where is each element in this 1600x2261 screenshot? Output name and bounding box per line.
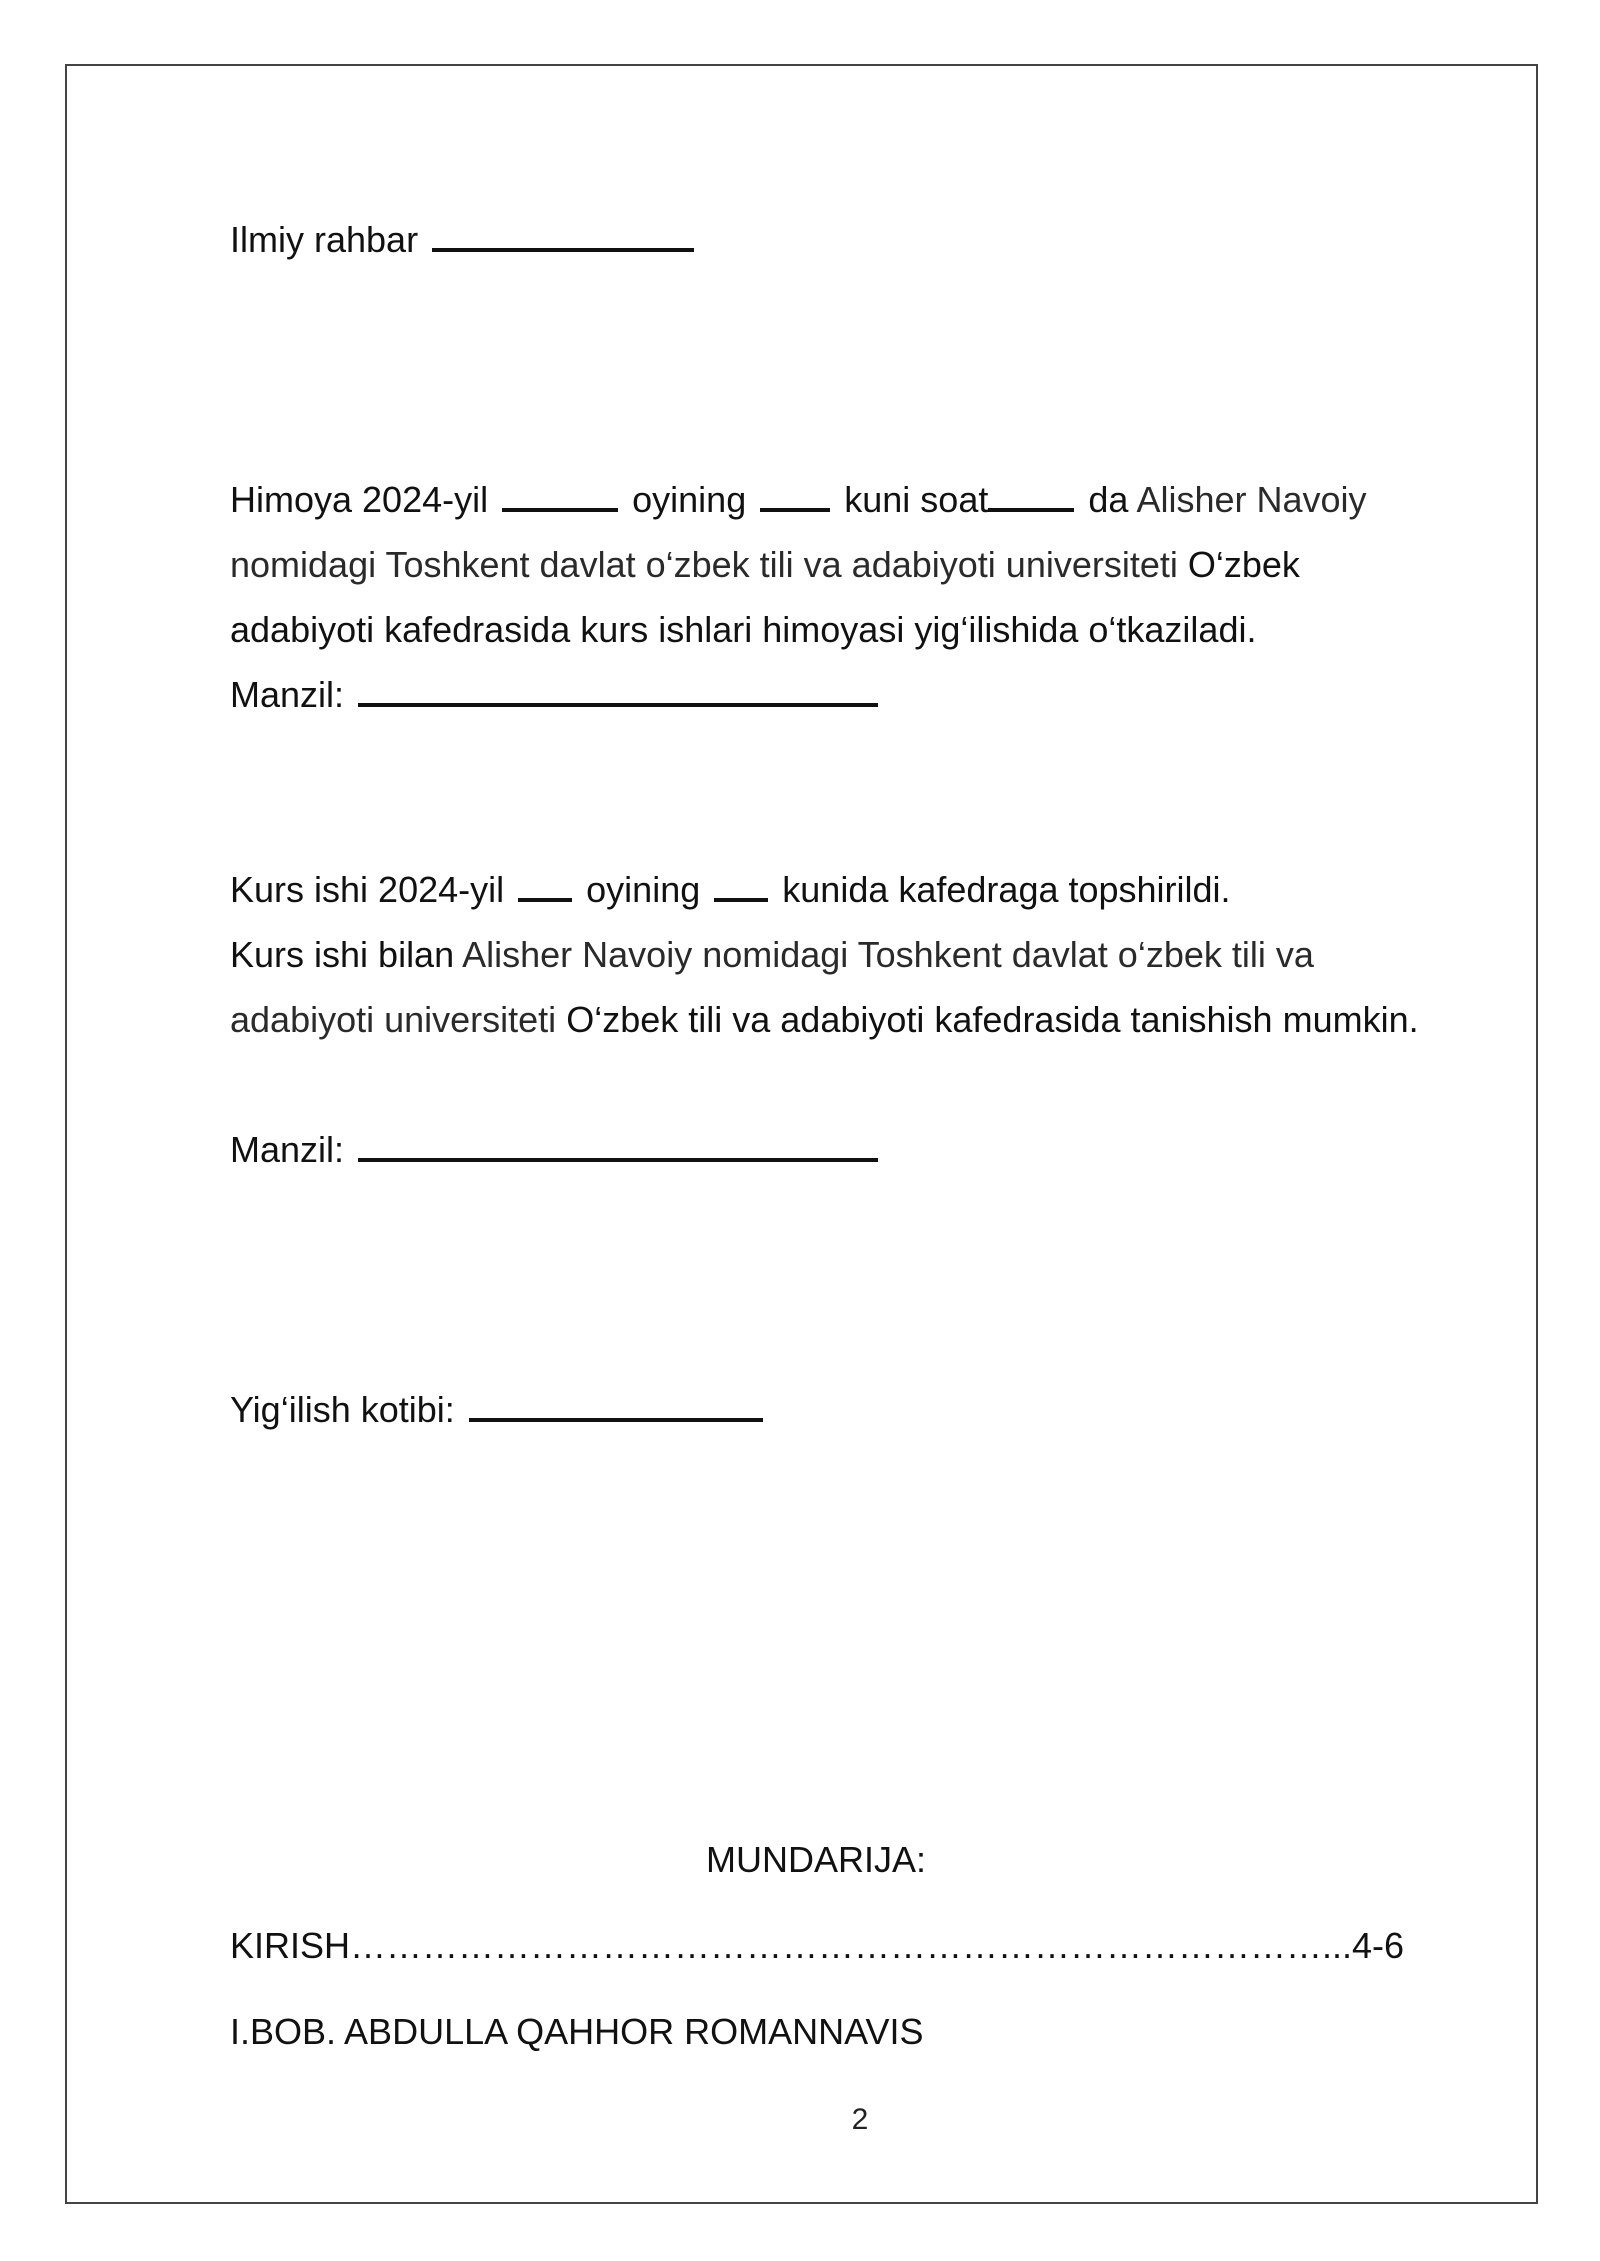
kurs-topshirildi: kunida kafedraga topshirildi. (782, 869, 1231, 910)
himoya-university-start: Alisher Navoiy (1136, 479, 1367, 520)
himoya-kafedra-start: O‘zbek (1187, 544, 1300, 585)
himoya-manzil-line (230, 671, 882, 719)
himoya-university-name: nomidagi Toshkent davlat o‘zbek tili va adabiyoti universiteti (230, 544, 1178, 585)
himoya-kafedra-text: adabiyoti kafedrasida kurs ishlari himoyasi yig‘ilishida o‘tkaziladi. (230, 609, 1257, 650)
himoya-date-label: Himoya 2024-yil (230, 479, 489, 520)
kurs-bilan: Kurs ishi bilan (230, 934, 455, 975)
kurs-kafedra-text: O‘zbek tili va adabiyoti kafedrasida tanishish mumkin. (566, 999, 1419, 1040)
himoya-line-2 (230, 541, 1300, 589)
kurs-oyining: oyining (586, 869, 701, 910)
himoya-manzil-label: Manzil: (230, 674, 345, 715)
himoya-manzil-blank (358, 673, 878, 707)
himoya-line-1 (230, 476, 1367, 524)
page-number: 2 (851, 2103, 869, 2136)
himoya-time-blank (988, 478, 1074, 512)
himoya-line-3 (230, 606, 1256, 654)
toc-item: I.BOB. ABDULLA QAHHOR ROMANNAVIS (230, 2011, 924, 2052)
kurs-manzil-blank (358, 1128, 878, 1162)
kurs-manzil-label: Manzil: (230, 1129, 345, 1170)
kotib-line (230, 1386, 767, 1434)
kurs-day-blank (714, 868, 768, 902)
kurs-university-name: Alisher Navoiy nomidagi Toshkent davlat o‘zbek tili va (462, 934, 1314, 975)
himoya-kuni-soat: kuni soat (844, 479, 989, 520)
himoya-oyining: oyining (632, 479, 747, 520)
ilmiy-rahbar-line (230, 216, 698, 264)
kotib-blank (469, 1388, 763, 1422)
kurs-line-2 (230, 931, 1314, 979)
toc-item: KIRISH………………………………………………………………………...4-6 (230, 1925, 1405, 1966)
kurs-university-end: adabiyoti universiteti (230, 999, 557, 1040)
himoya-da: da (1088, 479, 1129, 520)
himoya-day-blank (760, 478, 830, 512)
kurs-date-label: Kurs ishi 2024-yil (230, 869, 505, 910)
ilmiy-rahbar-label: Ilmiy rahbar (230, 219, 419, 260)
kotib-label: Yig‘ilish kotibi: (230, 1389, 455, 1430)
kurs-month-blank (518, 868, 572, 902)
ilmiy-rahbar-blank (432, 218, 694, 252)
kurs-manzil-line (230, 1126, 882, 1174)
himoya-month-blank (502, 478, 618, 512)
kurs-line-3 (230, 996, 1419, 1044)
toc-title: MUNDARIJA: (705, 1839, 926, 1880)
kurs-line-1 (230, 866, 1231, 914)
